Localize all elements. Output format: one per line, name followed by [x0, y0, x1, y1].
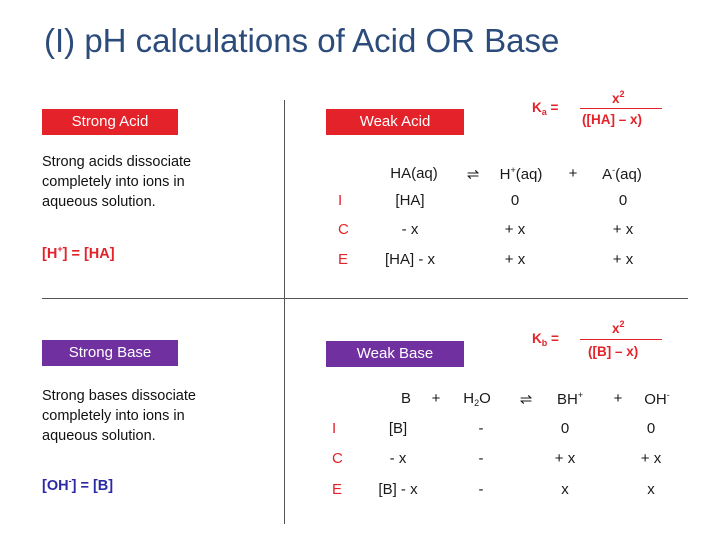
- strong-base-equation: [OH-] = [B]: [42, 476, 114, 494]
- wb-o: O: [479, 390, 491, 407]
- strong-base-desc-line: Strong bases dissociate: [42, 388, 196, 404]
- strong-base-chip: Strong Base: [42, 340, 178, 366]
- wa-h-base: H: [499, 166, 511, 183]
- page-title: (I) pH calculations of Acid OR Base: [44, 22, 560, 59]
- kb-fraction-bar: [580, 339, 662, 340]
- wb-bh-charge: +: [577, 390, 584, 400]
- strong-base-desc-line: aqueous solution.: [42, 428, 156, 444]
- strong-acid-equation: [H+] = [HA]: [42, 244, 115, 262]
- wb-cell: - x: [389, 450, 407, 467]
- wb-header-water: [456, 390, 498, 408]
- wb-row-label: E: [332, 481, 343, 498]
- wa-a-base: A: [602, 166, 613, 183]
- wb-cell: + x: [640, 450, 662, 467]
- wb-header-arrow: ⇌: [519, 391, 533, 408]
- wb-row-label: C: [332, 450, 343, 467]
- wa-cell: + x: [612, 221, 634, 238]
- ka-num-x: x: [612, 91, 620, 106]
- strong-base-description: [42, 386, 272, 446]
- wb-header-plus: +: [431, 390, 441, 407]
- wa-cell: [HA] - x: [384, 251, 435, 268]
- wb-header-bh: [552, 390, 588, 408]
- strong-acid-chip: Strong Acid: [42, 109, 178, 135]
- wb-h-sub: 2: [474, 398, 480, 408]
- wa-header-h: [490, 165, 552, 183]
- wb-row-label: I: [332, 420, 337, 437]
- wa-h-tail: (aq): [515, 166, 543, 183]
- strong-acid-desc-line: aqueous solution.: [42, 194, 156, 210]
- eq-rest: ] = [B]: [71, 478, 114, 494]
- weak-acid-chip: Weak Acid: [326, 109, 464, 135]
- wb-oh-charge: -: [666, 390, 670, 400]
- wa-cell: + x: [504, 221, 526, 238]
- wb-cell: x: [561, 481, 569, 498]
- wa-header-plus: +: [568, 165, 578, 182]
- wa-cell: + x: [504, 251, 526, 268]
- wb-oh-base: OH: [644, 391, 667, 408]
- eq-oh: OH: [46, 478, 69, 494]
- strong-acid-desc-line: Strong acids dissociate: [42, 154, 192, 170]
- strong-acid-description: [42, 152, 272, 212]
- wa-h-charge: +: [510, 165, 516, 175]
- eq-h-charge: +: [57, 244, 63, 254]
- wa-cell: - x: [401, 221, 419, 238]
- kb-equals: =: [551, 331, 559, 346]
- wa-cell: + x: [612, 251, 634, 268]
- wb-cell: [B]: [388, 420, 408, 437]
- wb-header-oh: [636, 390, 678, 408]
- wa-row-label: E: [338, 251, 349, 268]
- wb-bh-base: BH: [556, 391, 578, 408]
- kb-denominator: ([B] – x): [588, 344, 639, 359]
- wb-cell: -: [478, 481, 484, 498]
- ka-denominator: ([HA] – x): [582, 112, 642, 127]
- wa-cell: 0: [618, 192, 628, 209]
- eq-oh-charge: -: [68, 476, 72, 486]
- wb-cell: + x: [554, 450, 576, 467]
- wb-cell: x: [647, 481, 655, 498]
- horizontal-divider: [42, 298, 688, 299]
- wa-header-ha: HA(aq): [390, 165, 438, 182]
- wb-cell: -: [478, 450, 484, 467]
- kb-k: K: [532, 331, 542, 346]
- wb-cell: [B] - x: [378, 481, 418, 498]
- wa-a-charge: -: [612, 165, 616, 175]
- eq-h: H: [46, 246, 58, 262]
- wa-cell: [HA]: [395, 192, 425, 209]
- wb-header-b: B: [400, 390, 411, 407]
- eq-rest: ] = [HA]: [62, 246, 115, 262]
- wb-h: H: [463, 390, 475, 407]
- weak-base-chip: Weak Base: [326, 341, 464, 367]
- ka-numerator: [612, 89, 625, 106]
- ka-num-exp: 2: [619, 89, 625, 99]
- wa-cell: 0: [510, 192, 520, 209]
- kb-num-exp: 2: [619, 319, 625, 329]
- wa-header-arrow: ⇌: [466, 166, 480, 183]
- ka-k: K: [532, 100, 542, 115]
- wa-a-tail: (aq): [615, 166, 642, 183]
- wa-row-label: C: [338, 221, 349, 238]
- wb-cell: 0: [560, 420, 570, 437]
- ka-subscript: a: [541, 107, 547, 117]
- ka-fraction-bar: [580, 108, 662, 109]
- ka-symbol: [532, 100, 558, 117]
- kb-symbol: [532, 331, 559, 348]
- wb-header-plus2: +: [613, 390, 623, 407]
- kb-num-x: x: [612, 321, 620, 336]
- wb-cell: 0: [646, 420, 656, 437]
- strong-acid-desc-line: completely into ions in: [42, 174, 185, 190]
- ka-equals: =: [550, 100, 559, 115]
- kb-numerator: [612, 319, 625, 336]
- vertical-divider: [284, 100, 285, 524]
- kb-subscript: b: [541, 338, 548, 348]
- wa-header-a: [590, 165, 654, 183]
- strong-base-desc-line: completely into ions in: [42, 408, 185, 424]
- wa-row-label: I: [338, 192, 343, 209]
- wb-cell: -: [478, 420, 484, 437]
